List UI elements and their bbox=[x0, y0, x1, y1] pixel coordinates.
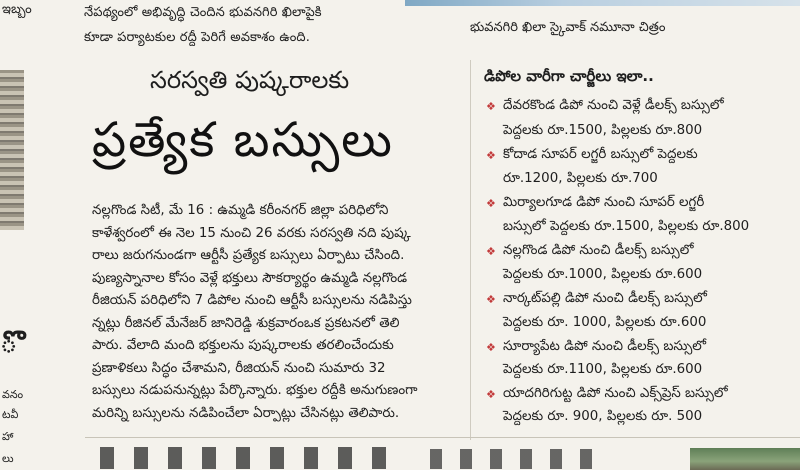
next-headline-fragment bbox=[430, 449, 610, 469]
bullet-icon: ❖ bbox=[486, 341, 496, 354]
fares-heading: డిపోల వారీగా చార్జీలు ఇలా.. bbox=[484, 67, 654, 85]
body-line: బస్సులు నడుపనున్నట్లు పేర్కొన్నారు. భక్తుల రద్దీకి అనుగుణంగా bbox=[92, 383, 418, 398]
prev-article-line-1: నేపథ్యంలో అభివృద్ధి చెందిన భువనగిరి ఖిలాపైకి bbox=[84, 5, 322, 20]
body-line: రాలు జరుగనుండగా ఆర్టీసీ ప్రత్యేక బస్సులు ఏర్పాటు చేసింది. bbox=[92, 248, 405, 263]
left-text-fragment: టవీ bbox=[2, 408, 19, 421]
fare-item-line: పెద్దలకు రూ.1100, పిల్లలకు రూ.600 bbox=[503, 362, 703, 377]
bullet-icon: ❖ bbox=[486, 197, 496, 210]
fare-item-line: దేవరకొండ డిపో నుంచి వెళ్లే డీలక్స్ బస్సులో bbox=[503, 98, 724, 113]
fare-item-line: కోదాడ సూపర్ లగ్జరీ బస్సులో పెద్దలకు bbox=[503, 147, 698, 162]
body-line: రీజియన్ పరిధిలోని 7 డిపోల నుంచి ఆర్టీసీ బస్సులను నడిపిస్తు bbox=[92, 293, 412, 308]
fare-item-line: మిర్యాలగూడ డిపో నుంచి సూపర్ లగ్జరీ bbox=[503, 195, 705, 210]
fare-item-line: సూర్యాపేట డిపో నుంచి డీలక్స్ బస్సులో bbox=[503, 339, 707, 354]
left-photo bbox=[0, 70, 24, 230]
left-text-fragment: వనం bbox=[2, 388, 24, 401]
next-headline-fragment bbox=[100, 447, 400, 469]
left-headline-fragment: ొ bbox=[0, 325, 18, 360]
section-divider bbox=[85, 437, 800, 438]
body-line: నల్లగొండ సిటీ, మే 16 : ఉమ్మడి కరీంనగర్ జిల్లా పరిధిలోని bbox=[92, 203, 389, 218]
fare-item-line: పెద్దలకు రూ.1500, పిల్లలకు రూ.800 bbox=[503, 123, 703, 138]
bottom-photo bbox=[690, 448, 800, 470]
fare-item-line: నల్లగొండ డిపో నుంచి డీలక్స్ బస్సులో bbox=[503, 243, 694, 258]
skywalk-photo bbox=[405, 0, 800, 6]
article-kicker: సరస్వతి పుష్కరాలకు bbox=[150, 66, 350, 94]
body-line: పుణ్యస్నానాల కోసం వెళ్లే భక్తులు సౌకర్యార్థం ఉమ్మడి నల్లగొండ bbox=[92, 271, 408, 286]
body-line: మరిన్ని బస్సులను నడిపించేలా ఏర్పాట్లు చేసినట్లు తెలిపారు. bbox=[92, 406, 400, 421]
body-line: న్నట్లు రీజినల్ మేనేజర్ జానిరెడ్డి శుక్రవారంఒక ప్రకటనలో తెలి bbox=[92, 316, 400, 331]
fare-item-line: నార్కట్‌పల్లి డిపో నుంచి డీలక్స్ బస్సులో bbox=[503, 291, 707, 306]
body-line: కాళేశ్వరంలో ఈ నెల 15 నుంచి 26 వరకు సరస్వతి నది పుష్క bbox=[92, 226, 411, 241]
left-text-fragment: హా bbox=[2, 430, 14, 443]
fare-item-line: బస్సులో పెద్దలకు రూ.1500, పిల్లలకు రూ.800 bbox=[503, 219, 750, 234]
fare-item-line: రూ.1200, పిల్లలకు రూ.700 bbox=[503, 171, 658, 186]
body-line: పారు. వేలాది మంది భక్తులను పుష్కరాలకు తరలించేందుకు bbox=[92, 338, 394, 353]
body-line: ప్రణాళికలు సిద్ధం చేశామని, రీజియన్ నుంచి సుమారు 32 bbox=[92, 361, 386, 376]
bullet-icon: ❖ bbox=[486, 149, 496, 162]
fare-item-line: యాదగిరిగుట్ట డిపో నుంచి ఎక్స్‌ప్రెస్ బస్సులో bbox=[503, 386, 728, 401]
photo-caption: భువనగిరి ఖిలా స్కైవాక్ నమూనా చిత్రం bbox=[470, 20, 666, 35]
bullet-icon: ❖ bbox=[486, 293, 496, 306]
prev-article-fragment: ఇబ్బం bbox=[2, 2, 32, 17]
article-headline: ప్రత్యేక బస్సులు bbox=[92, 112, 394, 168]
fare-item-line: పెద్దలకు రూ.1000, పిల్లలకు రూ.600 bbox=[503, 267, 703, 282]
bullet-icon: ❖ bbox=[486, 100, 496, 113]
bullet-icon: ❖ bbox=[486, 245, 496, 258]
prev-article-line-2: కూడా పర్యాటకుల రద్దీ పెరిగే అవకాశం ఉంది. bbox=[84, 30, 310, 45]
fare-item-line: పెద్దలకు రూ. 1000, పిల్లలకు రూ.600 bbox=[503, 315, 707, 330]
bullet-icon: ❖ bbox=[486, 388, 496, 401]
left-text-fragment: లు bbox=[2, 452, 14, 465]
column-divider bbox=[470, 60, 471, 440]
fare-item-line: పెద్దలకు రూ. 900, పిల్లలకు రూ. 500 bbox=[503, 409, 703, 424]
